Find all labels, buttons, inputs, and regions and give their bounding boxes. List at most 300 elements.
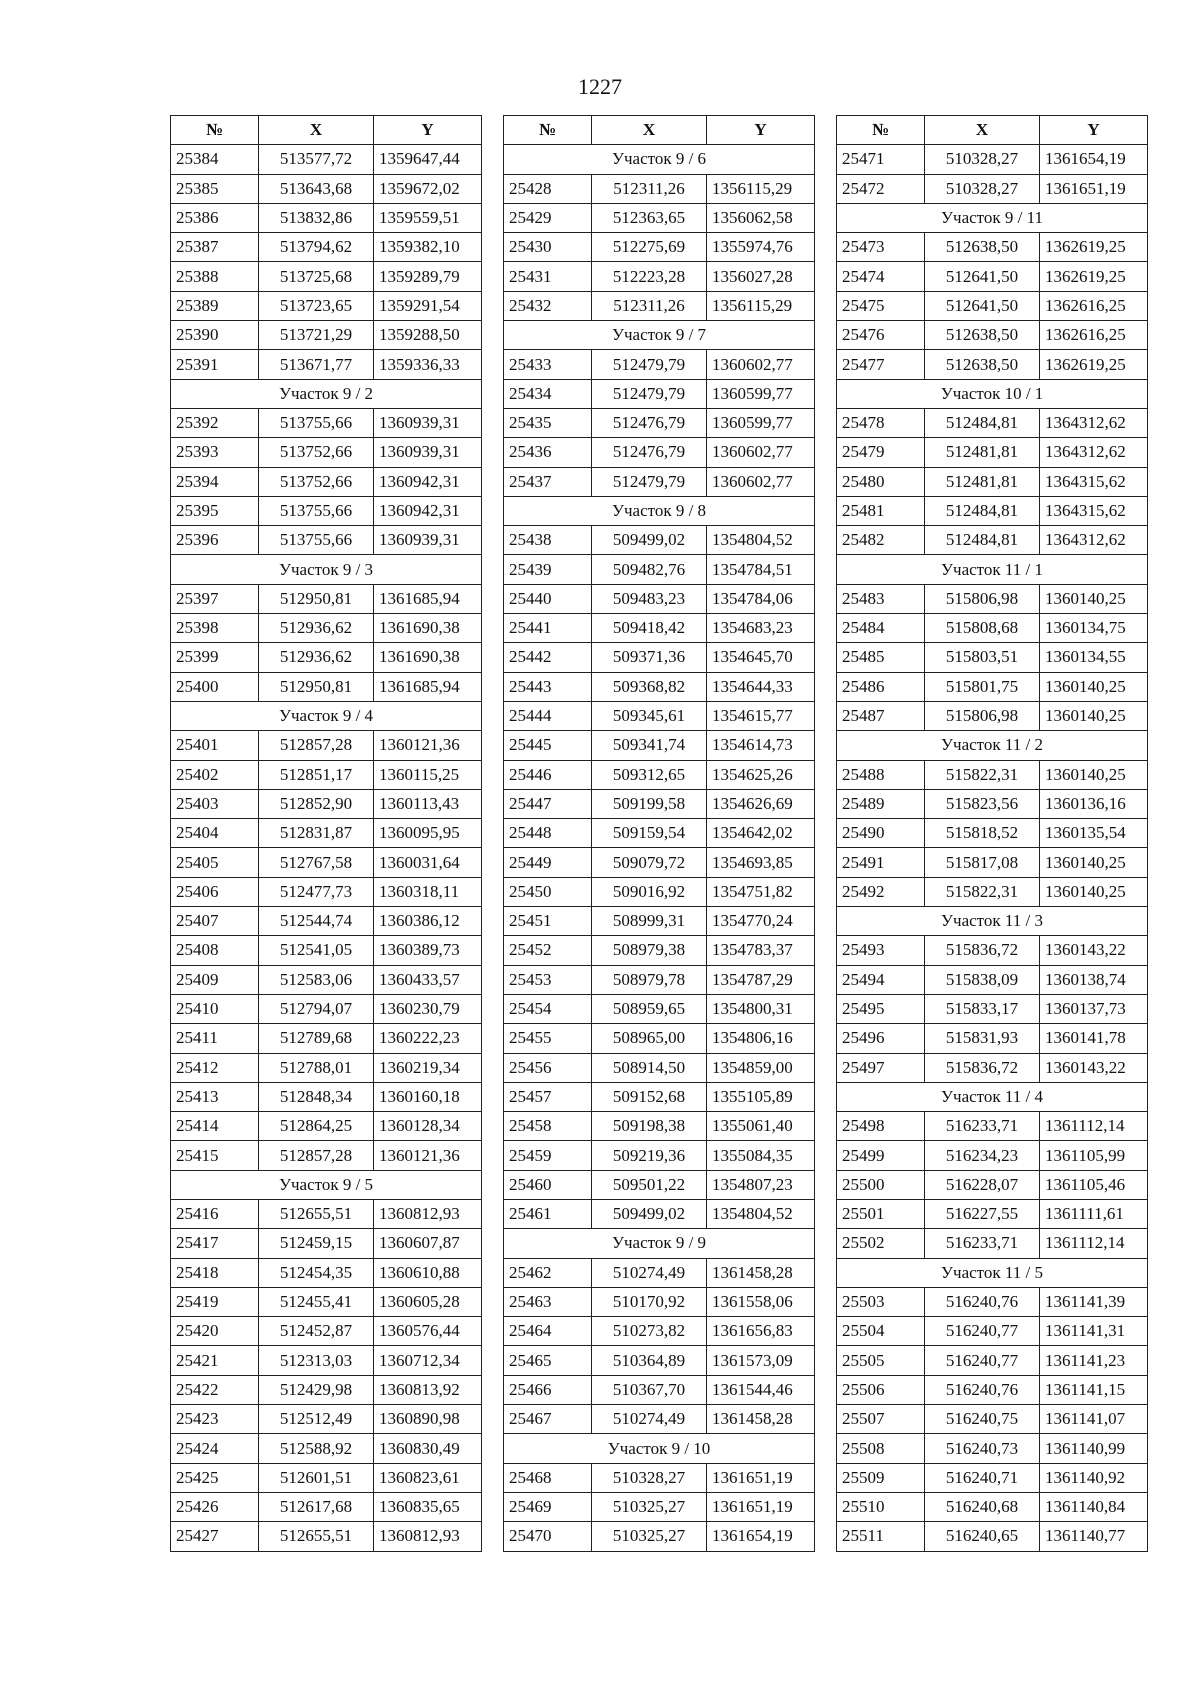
point-number-cell: 25423 xyxy=(171,1405,259,1434)
x-coordinate-cell: 509418,42 xyxy=(592,614,707,643)
point-number-cell: 25448 xyxy=(504,819,592,848)
y-coordinate-cell: 1361685,94 xyxy=(374,584,482,613)
x-coordinate-cell: 515823,56 xyxy=(925,789,1040,818)
point-number-cell: 25455 xyxy=(504,1024,592,1053)
section-title: Участок 9 / 11 xyxy=(837,203,1148,232)
table-row xyxy=(837,1170,1148,1199)
header-x: X xyxy=(259,116,374,145)
table-row xyxy=(837,1199,1148,1228)
header-y: Y xyxy=(374,116,482,145)
y-coordinate-cell: 1360386,12 xyxy=(374,907,482,936)
y-coordinate-cell: 1354626,69 xyxy=(707,789,815,818)
y-coordinate-cell: 1361111,61 xyxy=(1040,1199,1148,1228)
table-row xyxy=(171,643,482,672)
x-coordinate-cell: 512275,69 xyxy=(592,233,707,262)
y-coordinate-cell: 1354807,23 xyxy=(707,1170,815,1199)
y-coordinate-cell: 1355105,89 xyxy=(707,1082,815,1111)
x-coordinate-cell: 509482,76 xyxy=(592,555,707,584)
section-row xyxy=(837,907,1148,936)
x-coordinate-cell: 512429,98 xyxy=(259,1375,374,1404)
x-coordinate-cell: 512481,81 xyxy=(925,467,1040,496)
y-coordinate-cell: 1360599,77 xyxy=(707,408,815,437)
point-number-cell: 25488 xyxy=(837,760,925,789)
y-coordinate-cell: 1364312,62 xyxy=(1040,408,1148,437)
table-row xyxy=(504,672,815,701)
point-number-cell: 25416 xyxy=(171,1199,259,1228)
point-number-cell: 25464 xyxy=(504,1317,592,1346)
table-row xyxy=(171,408,482,437)
y-coordinate-cell: 1360135,54 xyxy=(1040,819,1148,848)
x-coordinate-cell: 509368,82 xyxy=(592,672,707,701)
x-coordinate-cell: 516233,71 xyxy=(925,1112,1040,1141)
y-coordinate-cell: 1360140,25 xyxy=(1040,877,1148,906)
x-coordinate-cell: 516234,23 xyxy=(925,1141,1040,1170)
table-row xyxy=(171,789,482,818)
table-row xyxy=(171,145,482,174)
table-row xyxy=(504,1112,815,1141)
table-row xyxy=(837,1229,1148,1258)
section-title: Участок 9 / 10 xyxy=(504,1434,815,1463)
table-row xyxy=(837,848,1148,877)
table-row xyxy=(504,965,815,994)
section-row xyxy=(504,145,815,174)
table-row xyxy=(837,965,1148,994)
point-number-cell: 25407 xyxy=(171,907,259,936)
table-row xyxy=(837,1434,1148,1463)
y-coordinate-cell: 1361458,28 xyxy=(707,1405,815,1434)
section-title: Участок 9 / 5 xyxy=(171,1170,482,1199)
point-number-cell: 25456 xyxy=(504,1053,592,1082)
table-row xyxy=(171,203,482,232)
table-row xyxy=(837,496,1148,525)
table-row xyxy=(837,438,1148,467)
table-row xyxy=(171,467,482,496)
point-number-cell: 25420 xyxy=(171,1317,259,1346)
point-number-cell: 25402 xyxy=(171,760,259,789)
point-number-cell: 25403 xyxy=(171,789,259,818)
x-coordinate-cell: 512363,65 xyxy=(592,203,707,232)
x-coordinate-cell: 512788,01 xyxy=(259,1053,374,1082)
y-coordinate-cell: 1356115,29 xyxy=(707,174,815,203)
point-number-cell: 25494 xyxy=(837,965,925,994)
x-coordinate-cell: 512852,90 xyxy=(259,789,374,818)
point-number-cell: 25507 xyxy=(837,1405,925,1434)
y-coordinate-cell: 1362616,25 xyxy=(1040,321,1148,350)
table-row xyxy=(504,262,815,291)
point-number-cell: 25437 xyxy=(504,467,592,496)
table-row xyxy=(504,936,815,965)
point-number-cell: 25496 xyxy=(837,1024,925,1053)
y-coordinate-cell: 1360136,16 xyxy=(1040,789,1148,818)
y-coordinate-cell: 1361140,92 xyxy=(1040,1463,1148,1492)
y-coordinate-cell: 1360140,25 xyxy=(1040,848,1148,877)
x-coordinate-cell: 512544,74 xyxy=(259,907,374,936)
y-coordinate-cell: 1360095,95 xyxy=(374,819,482,848)
section-row xyxy=(837,1082,1148,1111)
y-coordinate-cell: 1359336,33 xyxy=(374,350,482,379)
point-number-cell: 25453 xyxy=(504,965,592,994)
x-coordinate-cell: 512638,50 xyxy=(925,321,1040,350)
point-number-cell: 25490 xyxy=(837,819,925,848)
y-coordinate-cell: 1359289,79 xyxy=(374,262,482,291)
table-row xyxy=(171,936,482,965)
table-row xyxy=(504,1375,815,1404)
section-row xyxy=(171,379,482,408)
point-number-cell: 25491 xyxy=(837,848,925,877)
x-coordinate-cell: 512601,51 xyxy=(259,1463,374,1492)
table-row xyxy=(171,672,482,701)
point-number-cell: 25485 xyxy=(837,643,925,672)
point-number-cell: 25428 xyxy=(504,174,592,203)
x-coordinate-cell: 512484,81 xyxy=(925,408,1040,437)
section-title: Участок 9 / 7 xyxy=(504,321,815,350)
table-row xyxy=(837,233,1148,262)
point-number-cell: 25409 xyxy=(171,965,259,994)
table-row xyxy=(504,584,815,613)
point-number-cell: 25482 xyxy=(837,526,925,555)
table-row xyxy=(504,1258,815,1287)
y-coordinate-cell: 1361654,19 xyxy=(707,1522,815,1551)
point-number-cell: 25425 xyxy=(171,1463,259,1492)
y-coordinate-cell: 1354614,73 xyxy=(707,731,815,760)
table-row xyxy=(837,1492,1148,1521)
table-row xyxy=(171,965,482,994)
table-row xyxy=(504,526,815,555)
x-coordinate-cell: 509499,02 xyxy=(592,1199,707,1228)
y-coordinate-cell: 1360942,31 xyxy=(374,467,482,496)
y-coordinate-cell: 1354784,51 xyxy=(707,555,815,584)
x-coordinate-cell: 513723,65 xyxy=(259,291,374,320)
y-coordinate-cell: 1360939,31 xyxy=(374,526,482,555)
point-number-cell: 25498 xyxy=(837,1112,925,1141)
point-number-cell: 25387 xyxy=(171,233,259,262)
x-coordinate-cell: 510328,27 xyxy=(592,1463,707,1492)
section-title: Участок 10 / 1 xyxy=(837,379,1148,408)
x-coordinate-cell: 508979,78 xyxy=(592,965,707,994)
point-number-cell: 25421 xyxy=(171,1346,259,1375)
x-coordinate-cell: 512583,06 xyxy=(259,965,374,994)
coordinate-table-1 xyxy=(170,115,482,1552)
x-coordinate-cell: 509016,92 xyxy=(592,877,707,906)
table-row xyxy=(504,760,815,789)
y-coordinate-cell: 1360143,22 xyxy=(1040,936,1148,965)
table-row xyxy=(504,1141,815,1170)
y-coordinate-cell: 1360712,34 xyxy=(374,1346,482,1375)
point-number-cell: 25451 xyxy=(504,907,592,936)
x-coordinate-cell: 515808,68 xyxy=(925,614,1040,643)
point-number-cell: 25397 xyxy=(171,584,259,613)
x-coordinate-cell: 516240,76 xyxy=(925,1375,1040,1404)
header-number: № xyxy=(504,116,592,145)
section-row xyxy=(171,555,482,584)
section-row xyxy=(504,1229,815,1258)
point-number-cell: 25398 xyxy=(171,614,259,643)
y-coordinate-cell: 1361651,19 xyxy=(1040,174,1148,203)
y-coordinate-cell: 1360115,25 xyxy=(374,760,482,789)
section-row xyxy=(504,321,815,350)
point-number-cell: 25424 xyxy=(171,1434,259,1463)
x-coordinate-cell: 512767,58 xyxy=(259,848,374,877)
section-row xyxy=(837,731,1148,760)
y-coordinate-cell: 1360607,87 xyxy=(374,1229,482,1258)
point-number-cell: 25391 xyxy=(171,350,259,379)
x-coordinate-cell: 509345,61 xyxy=(592,701,707,730)
point-number-cell: 25503 xyxy=(837,1287,925,1316)
point-number-cell: 25396 xyxy=(171,526,259,555)
point-number-cell: 25439 xyxy=(504,555,592,584)
x-coordinate-cell: 516233,71 xyxy=(925,1229,1040,1258)
y-coordinate-cell: 1360230,79 xyxy=(374,994,482,1023)
y-coordinate-cell: 1360835,65 xyxy=(374,1492,482,1521)
point-number-cell: 25442 xyxy=(504,643,592,672)
table-row xyxy=(837,1287,1148,1316)
x-coordinate-cell: 515838,09 xyxy=(925,965,1040,994)
y-coordinate-cell: 1360031,64 xyxy=(374,848,482,877)
x-coordinate-cell: 508979,38 xyxy=(592,936,707,965)
table-row xyxy=(171,584,482,613)
y-coordinate-cell: 1360219,34 xyxy=(374,1053,482,1082)
x-coordinate-cell: 515822,31 xyxy=(925,877,1040,906)
x-coordinate-cell: 512455,41 xyxy=(259,1287,374,1316)
table-row xyxy=(171,350,482,379)
point-number-cell: 25489 xyxy=(837,789,925,818)
section-title: Участок 9 / 8 xyxy=(504,496,815,525)
section-title: Участок 11 / 4 xyxy=(837,1082,1148,1111)
table-row xyxy=(504,819,815,848)
y-coordinate-cell: 1361458,28 xyxy=(707,1258,815,1287)
table-row xyxy=(504,408,815,437)
point-number-cell: 25462 xyxy=(504,1258,592,1287)
x-coordinate-cell: 515836,72 xyxy=(925,1053,1040,1082)
point-number-cell: 25410 xyxy=(171,994,259,1023)
x-coordinate-cell: 516240,68 xyxy=(925,1492,1040,1521)
point-number-cell: 25406 xyxy=(171,877,259,906)
coordinate-table-2 xyxy=(503,115,815,1552)
section-title: Участок 9 / 6 xyxy=(504,145,815,174)
y-coordinate-cell: 1364312,62 xyxy=(1040,526,1148,555)
point-number-cell: 25405 xyxy=(171,848,259,877)
y-coordinate-cell: 1360942,31 xyxy=(374,496,482,525)
x-coordinate-cell: 512476,79 xyxy=(592,438,707,467)
table-row xyxy=(837,819,1148,848)
y-coordinate-cell: 1364315,62 xyxy=(1040,467,1148,496)
x-coordinate-cell: 510170,92 xyxy=(592,1287,707,1316)
point-number-cell: 25394 xyxy=(171,467,259,496)
table-row xyxy=(504,233,815,262)
x-coordinate-cell: 513755,66 xyxy=(259,496,374,525)
x-coordinate-cell: 512936,62 xyxy=(259,614,374,643)
x-coordinate-cell: 513725,68 xyxy=(259,262,374,291)
point-number-cell: 25458 xyxy=(504,1112,592,1141)
table-row xyxy=(504,1199,815,1228)
point-number-cell: 25441 xyxy=(504,614,592,643)
section-title: Участок 9 / 2 xyxy=(171,379,482,408)
y-coordinate-cell: 1361112,14 xyxy=(1040,1229,1148,1258)
point-number-cell: 25486 xyxy=(837,672,925,701)
table-row xyxy=(837,994,1148,1023)
table-row xyxy=(504,203,815,232)
y-coordinate-cell: 1354804,52 xyxy=(707,1199,815,1228)
y-coordinate-cell: 1360160,18 xyxy=(374,1082,482,1111)
page-number: 1227 xyxy=(578,74,622,99)
point-number-cell: 25443 xyxy=(504,672,592,701)
y-coordinate-cell: 1360140,25 xyxy=(1040,584,1148,613)
y-coordinate-cell: 1361656,83 xyxy=(707,1317,815,1346)
y-coordinate-cell: 1360389,73 xyxy=(374,936,482,965)
x-coordinate-cell: 516240,73 xyxy=(925,1434,1040,1463)
x-coordinate-cell: 516240,77 xyxy=(925,1346,1040,1375)
y-coordinate-cell: 1354800,31 xyxy=(707,994,815,1023)
point-number-cell: 25432 xyxy=(504,291,592,320)
y-coordinate-cell: 1360939,31 xyxy=(374,408,482,437)
y-coordinate-cell: 1355061,40 xyxy=(707,1112,815,1141)
point-number-cell: 25418 xyxy=(171,1258,259,1287)
table-row xyxy=(837,467,1148,496)
x-coordinate-cell: 509312,65 xyxy=(592,760,707,789)
section-title: Участок 9 / 3 xyxy=(171,555,482,584)
point-number-cell: 25505 xyxy=(837,1346,925,1375)
x-coordinate-cell: 509483,23 xyxy=(592,584,707,613)
table-row xyxy=(504,379,815,408)
point-number-cell: 25499 xyxy=(837,1141,925,1170)
y-coordinate-cell: 1354783,37 xyxy=(707,936,815,965)
y-coordinate-cell: 1362619,25 xyxy=(1040,262,1148,291)
table-row xyxy=(837,291,1148,320)
header-number: № xyxy=(837,116,925,145)
table-row xyxy=(171,262,482,291)
y-coordinate-cell: 1354683,23 xyxy=(707,614,815,643)
point-number-cell: 25413 xyxy=(171,1082,259,1111)
point-number-cell: 25429 xyxy=(504,203,592,232)
coordinate-table-3 xyxy=(836,115,1148,1552)
x-coordinate-cell: 512638,50 xyxy=(925,233,1040,262)
table-row xyxy=(171,994,482,1023)
x-coordinate-cell: 512481,81 xyxy=(925,438,1040,467)
table-row xyxy=(171,1229,482,1258)
table-row xyxy=(171,1522,482,1551)
table-row xyxy=(837,1317,1148,1346)
table-row xyxy=(171,1405,482,1434)
section-row xyxy=(504,1434,815,1463)
x-coordinate-cell: 509199,58 xyxy=(592,789,707,818)
y-coordinate-cell: 1360813,92 xyxy=(374,1375,482,1404)
y-coordinate-cell: 1361141,07 xyxy=(1040,1405,1148,1434)
point-number-cell: 25481 xyxy=(837,496,925,525)
y-coordinate-cell: 1360823,61 xyxy=(374,1463,482,1492)
x-coordinate-cell: 509198,38 xyxy=(592,1112,707,1141)
section-row xyxy=(171,1170,482,1199)
x-coordinate-cell: 512541,05 xyxy=(259,936,374,965)
y-coordinate-cell: 1361558,06 xyxy=(707,1287,815,1316)
point-number-cell: 25469 xyxy=(504,1492,592,1521)
x-coordinate-cell: 512479,79 xyxy=(592,350,707,379)
section-row xyxy=(837,379,1148,408)
point-number-cell: 25388 xyxy=(171,262,259,291)
y-coordinate-cell: 1360140,25 xyxy=(1040,672,1148,701)
point-number-cell: 25468 xyxy=(504,1463,592,1492)
table-row xyxy=(171,1375,482,1404)
x-coordinate-cell: 510274,49 xyxy=(592,1258,707,1287)
x-coordinate-cell: 509501,22 xyxy=(592,1170,707,1199)
x-coordinate-cell: 508914,50 xyxy=(592,1053,707,1082)
table-row xyxy=(504,438,815,467)
y-coordinate-cell: 1362619,25 xyxy=(1040,350,1148,379)
x-coordinate-cell: 515831,93 xyxy=(925,1024,1040,1053)
x-coordinate-cell: 513671,77 xyxy=(259,350,374,379)
y-coordinate-cell: 1360830,49 xyxy=(374,1434,482,1463)
x-coordinate-cell: 510328,27 xyxy=(925,174,1040,203)
x-coordinate-cell: 513752,66 xyxy=(259,467,374,496)
y-coordinate-cell: 1360113,43 xyxy=(374,789,482,818)
point-number-cell: 25426 xyxy=(171,1492,259,1521)
table-row xyxy=(171,1492,482,1521)
table-row xyxy=(504,1317,815,1346)
x-coordinate-cell: 515803,51 xyxy=(925,643,1040,672)
section-title: Участок 9 / 9 xyxy=(504,1229,815,1258)
y-coordinate-cell: 1354751,82 xyxy=(707,877,815,906)
y-coordinate-cell: 1354625,26 xyxy=(707,760,815,789)
point-number-cell: 25502 xyxy=(837,1229,925,1258)
header-x: X xyxy=(925,116,1040,145)
table-row xyxy=(837,789,1148,818)
table-row xyxy=(837,1053,1148,1082)
header-y: Y xyxy=(1040,116,1148,145)
x-coordinate-cell: 512484,81 xyxy=(925,496,1040,525)
y-coordinate-cell: 1364312,62 xyxy=(1040,438,1148,467)
y-coordinate-cell: 1359291,54 xyxy=(374,291,482,320)
y-coordinate-cell: 1354804,52 xyxy=(707,526,815,555)
section-row xyxy=(837,1258,1148,1287)
x-coordinate-cell: 513721,29 xyxy=(259,321,374,350)
table-header-row xyxy=(504,116,815,145)
point-number-cell: 25445 xyxy=(504,731,592,760)
y-coordinate-cell: 1356062,58 xyxy=(707,203,815,232)
point-number-cell: 25399 xyxy=(171,643,259,672)
table-row xyxy=(504,174,815,203)
table-row xyxy=(504,1053,815,1082)
x-coordinate-cell: 509371,36 xyxy=(592,643,707,672)
point-number-cell: 25446 xyxy=(504,760,592,789)
table-row xyxy=(504,1492,815,1521)
table-row xyxy=(504,877,815,906)
point-number-cell: 25471 xyxy=(837,145,925,174)
section-row xyxy=(504,496,815,525)
table-row xyxy=(504,1405,815,1434)
y-coordinate-cell: 1360890,98 xyxy=(374,1405,482,1434)
point-number-cell: 25400 xyxy=(171,672,259,701)
x-coordinate-cell: 516240,77 xyxy=(925,1317,1040,1346)
y-coordinate-cell: 1359288,50 xyxy=(374,321,482,350)
y-coordinate-cell: 1361140,77 xyxy=(1040,1522,1148,1551)
table-row xyxy=(504,614,815,643)
table-row xyxy=(171,1112,482,1141)
x-coordinate-cell: 515817,08 xyxy=(925,848,1040,877)
point-number-cell: 25427 xyxy=(171,1522,259,1551)
x-coordinate-cell: 512655,51 xyxy=(259,1522,374,1551)
y-coordinate-cell: 1364315,62 xyxy=(1040,496,1148,525)
point-number-cell: 25417 xyxy=(171,1229,259,1258)
point-number-cell: 25433 xyxy=(504,350,592,379)
table-row xyxy=(837,1112,1148,1141)
point-number-cell: 25467 xyxy=(504,1405,592,1434)
y-coordinate-cell: 1361654,19 xyxy=(1040,145,1148,174)
x-coordinate-cell: 513643,68 xyxy=(259,174,374,203)
point-number-cell: 25412 xyxy=(171,1053,259,1082)
y-coordinate-cell: 1361112,14 xyxy=(1040,1112,1148,1141)
x-coordinate-cell: 512454,35 xyxy=(259,1258,374,1287)
point-number-cell: 25415 xyxy=(171,1141,259,1170)
point-number-cell: 25454 xyxy=(504,994,592,1023)
